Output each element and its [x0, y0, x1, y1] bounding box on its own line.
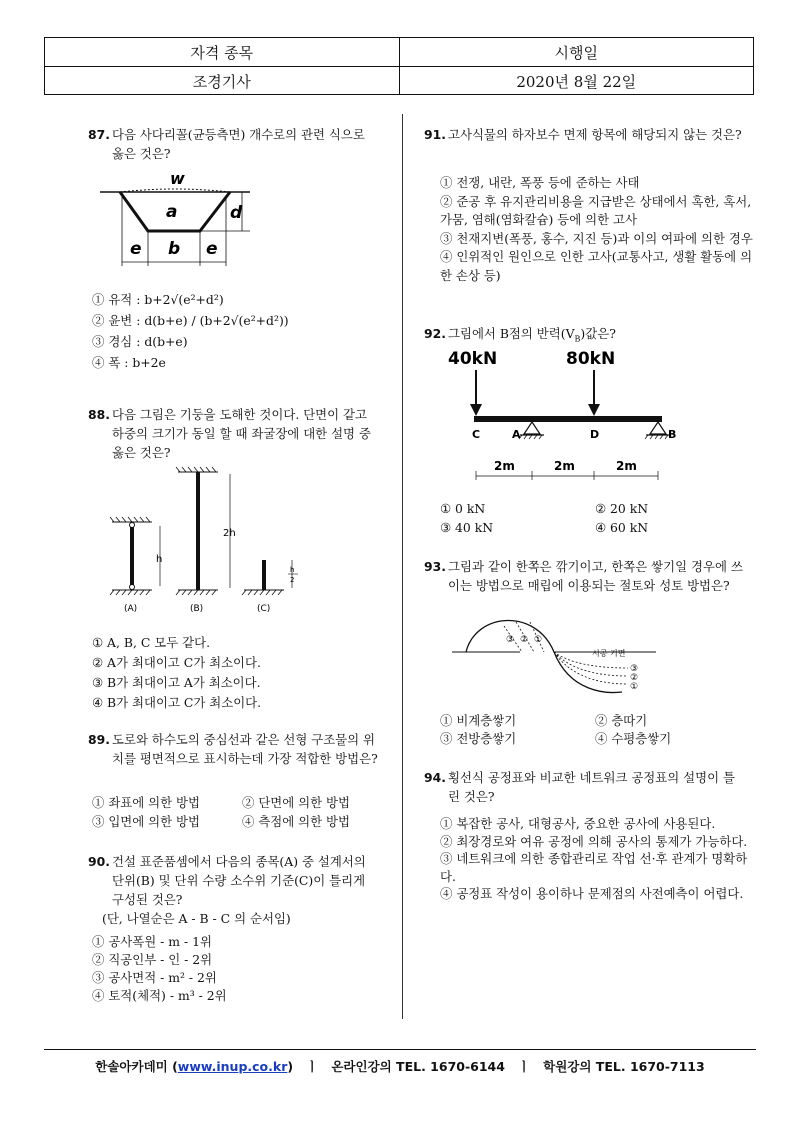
load-80kn-label: 80kN [566, 349, 616, 369]
option-2[interactable]: ② 단면에 의한 방법 [242, 795, 350, 810]
option-1[interactable]: ① A, B, C 모두 같다. [92, 635, 211, 650]
option-2[interactable]: ② 준공 후 유지관리비용을 지급받은 상태에서 혹한, 혹서, 가뭄, 염해(염화칼슘) 등에 의한 고사 [440, 193, 752, 227]
label-e-left: e [130, 239, 142, 259]
point-a-label: A [512, 428, 521, 441]
label-2h: 2h [223, 528, 236, 539]
label-base-line: 시공 기면 [592, 649, 626, 658]
option-4[interactable]: ④ 공정표 작성이 용이하나 문제점의 사전예측이 어렵다. [440, 886, 744, 901]
question-text: 건설 표준품셈에서 다음의 종목(A) 중 설계서의 단위(B) 및 단위 수량 소수위 기준(C)이 틀리게 구성된 것은? [112, 854, 366, 907]
option-3[interactable]: ③ 공사면적 - m² - 2위 [92, 970, 217, 985]
label-b: b [168, 239, 181, 259]
question-88-options [92, 633, 382, 713]
question-number: 88. [88, 407, 110, 422]
question-91 [424, 125, 744, 144]
question-87-options [92, 289, 382, 373]
question-text: 다음 그림은 기둥을 도해한 것이다. 단면이 같고 하중의 크기가 동일 할 때 좌굴장에 대한 설명 중 옳은 것은? [112, 407, 371, 460]
option-3[interactable]: ③ B가 최대이고 A가 최소이다. [92, 675, 261, 690]
load-arrow-c [470, 404, 482, 416]
label-a: a [166, 202, 178, 222]
option-2[interactable]: ② 층따기 [595, 713, 648, 728]
question-93 [424, 557, 744, 595]
label-w: w [170, 169, 185, 188]
question-88 [88, 405, 378, 462]
option-3[interactable]: ③ 경심 : d(b+e) [92, 334, 188, 349]
header-col2-label: 시행일 [399, 38, 754, 66]
label-fill-2: ② [630, 673, 639, 683]
label-h-half-bot: 2 [290, 576, 295, 584]
option-4[interactable]: ④ B가 최대이고 C가 최소이다. [92, 695, 262, 710]
footer [44, 1057, 756, 1075]
header-row-values [45, 66, 753, 95]
option-1[interactable]: ① 비계층쌓기 [440, 713, 517, 728]
beam-reaction-figure [444, 340, 704, 480]
question-text: 도로와 하수도의 중심선과 같은 선형 구조물의 위치를 평면적으로 표시하는데 가장 적합한 방법은? [112, 732, 378, 766]
question-90 [88, 852, 378, 928]
option-1[interactable]: ① 복잡한 공사, 대형공사, 중요한 공사에 사용된다. [440, 816, 716, 831]
option-1[interactable]: ① 0 kN [440, 501, 486, 516]
option-3[interactable]: ③ 네트워크에 의한 종합관리로 작업 선·후 관계가 명확하다. [440, 851, 748, 884]
question-number: 92. [424, 326, 446, 341]
label-cut-3: ③ [506, 635, 515, 645]
option-3[interactable]: ③ 입면에 의한 방법 [92, 814, 200, 829]
option-4[interactable]: ④ 측점에 의한 방법 [242, 814, 350, 829]
cut-fill-figure [446, 612, 676, 700]
label-cut-2: ② [520, 635, 529, 645]
question-text: 그림과 같이 한쪽은 깎기이고, 한쪽은 쌓기일 경우에 쓰이는 방법으로 매립에 이용되는 절토와 성토 방법은? [448, 559, 743, 593]
footer-separator-2: ㅣ [518, 1059, 531, 1074]
load-40kn-label: 40kN [448, 349, 498, 369]
footer-after-url: ) [287, 1059, 294, 1074]
label-h-half-top: h [290, 566, 295, 574]
footer-separator-1: ㅣ [306, 1059, 319, 1074]
question-number: 89. [88, 732, 110, 747]
option-3[interactable]: ③ 천재지변(폭풍, 홍수, 지진 등)과 이의 여파에 의한 경우 [440, 230, 753, 246]
question-text: 고사식물의 하자보수 면제 항목에 해당되지 않는 것은? [448, 127, 742, 142]
point-b-label: B [668, 428, 677, 441]
option-2[interactable]: ② 윤변 : d(b+e) / (b+2√(e²+d²)) [92, 313, 289, 328]
option-2[interactable]: ② 직공인부 - 인 - 2위 [92, 952, 213, 967]
question-number: 91. [424, 127, 446, 142]
label-h: h [156, 554, 163, 565]
footer-rule [44, 1049, 756, 1050]
footer-online-tel: 온라인강의 TEL. 1670-6144 [331, 1059, 505, 1074]
point-c-label: C [472, 428, 481, 441]
support-b [650, 422, 666, 434]
footer-offline-tel: 학원강의 TEL. 1670-7113 [543, 1059, 705, 1074]
option-3[interactable]: ③ 40 kN [440, 520, 494, 535]
question-text: 다음 사다리꼴(균등측면) 개수로의 관련 식으로 옳은 것은? [112, 127, 365, 161]
span-d-b: 2m [616, 459, 637, 473]
option-2[interactable]: ② 최장경로와 여유 공정에 의해 공사의 통제가 가능하다. [440, 833, 748, 849]
option-1[interactable]: ① 공사폭원 - m - 1위 [92, 934, 212, 949]
question-number: 90. [88, 854, 110, 869]
question-94 [424, 768, 744, 806]
label-fill-3: ③ [630, 664, 639, 674]
option-1[interactable]: ① 좌표에 의한 방법 [92, 795, 200, 810]
option-4[interactable]: ④ 인위적인 원인으로 인한 고사(교통사고, 생활 활동에 의한 손상 등) [440, 249, 753, 283]
label-d: d [230, 203, 243, 223]
header-table [44, 37, 754, 95]
column-divider [402, 114, 403, 1019]
question-90-options [92, 933, 382, 1005]
label-B: (B) [190, 604, 204, 614]
question-89-options [92, 793, 382, 831]
option-4[interactable]: ④ 60 kN [595, 520, 649, 535]
header-col1-value: 조경기사 [192, 72, 251, 91]
label-cut-1: ① [534, 635, 543, 645]
option-1[interactable]: ① 유적 : b+2√(e²+d²) [92, 292, 224, 307]
label-e-right: e [206, 239, 218, 259]
question-note: (단, 나열순은 A - B - C 의 순서임) [102, 911, 291, 926]
question-number: 94. [424, 770, 446, 785]
question-text: 그림에서 B점의 반력$(V_B)$값은? [448, 326, 616, 344]
footer-url-link[interactable]: www.inup.co.kr [177, 1059, 288, 1074]
question-text: 횡선식 공정표와 비교한 네트워크 공정표의 설명이 틀린 것은? [448, 770, 735, 804]
header-col1-label: 자격 종목 [190, 43, 254, 62]
load-arrow-d [588, 404, 600, 416]
question-number: 93. [424, 559, 446, 574]
question-92-options [440, 499, 740, 537]
option-4[interactable]: ④ 폭 : b+2e [92, 355, 166, 370]
beam [474, 416, 662, 422]
question-93-options [440, 712, 740, 748]
span-c-a: 2m [494, 459, 515, 473]
support-a [524, 422, 540, 434]
footer-academy: 한솔아카데미 ( [95, 1059, 178, 1074]
header-row-labels [45, 38, 753, 66]
option-4[interactable]: ④ 토적(체적) - m³ - 2위 [92, 988, 227, 1003]
label-C: (C) [257, 604, 271, 614]
question-91-options [440, 174, 758, 285]
header-col2-value: 2020년 8월 22일 [399, 67, 754, 95]
column-buckling-figure [108, 466, 308, 616]
label-A: (A) [124, 604, 138, 614]
option-2[interactable]: ② A가 최대이고 C가 최소이다. [92, 655, 261, 670]
trapezoid-channel-figure [100, 166, 260, 274]
option-2[interactable]: ② 20 kN [595, 501, 649, 516]
option-3[interactable]: ③ 전방층쌓기 [440, 731, 517, 746]
question-87 [88, 125, 378, 163]
point-d-label: D [590, 428, 600, 441]
option-4[interactable]: ④ 수평층쌓기 [595, 731, 672, 746]
question-number: 87. [88, 127, 110, 142]
span-a-d: 2m [554, 459, 575, 473]
question-89 [88, 730, 378, 768]
option-1[interactable]: ① 전쟁, 내란, 폭풍 등에 준하는 사태 [440, 175, 640, 190]
label-fill-1: ① [630, 682, 639, 692]
question-94-options [440, 815, 758, 903]
